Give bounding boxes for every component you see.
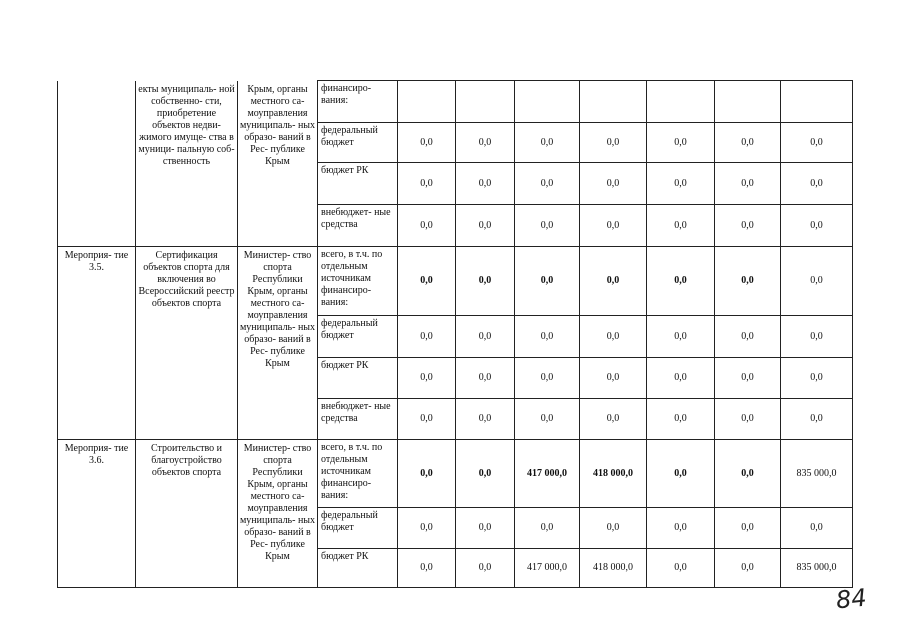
page-number: 84 — [834, 583, 868, 615]
value-cell — [515, 81, 580, 123]
value-cell: 0,0 — [515, 508, 580, 549]
value-cell: 835 000,0 — [781, 440, 853, 508]
value-cell: 0,0 — [647, 205, 715, 247]
value-cell: 0,0 — [456, 316, 515, 358]
value-cell: 0,0 — [580, 316, 647, 358]
value-cell: 0,0 — [398, 123, 456, 163]
funding-source-cell: всего, в т.ч. по отдельным источникам финансиро- вания: — [318, 247, 398, 316]
value-cell: 0,0 — [715, 358, 781, 399]
funding-source-cell: бюджет РК — [318, 358, 398, 399]
value-cell: 0,0 — [580, 508, 647, 549]
event-title-cell: Строительство и благоустройство объектов спорта — [136, 440, 238, 588]
value-cell: 0,0 — [398, 399, 456, 440]
value-cell: 0,0 — [398, 358, 456, 399]
executor-cell: Крым, органы местного са- моуправления муниципаль- ных образо- ваний в Рес- публике Крым — [238, 81, 318, 247]
value-cell: 0,0 — [515, 123, 580, 163]
value-cell: 0,0 — [647, 399, 715, 440]
value-cell: 0,0 — [398, 316, 456, 358]
event-title-cell: екты муниципаль- ной собственно- сти, приобретение объектов недви- жимого имуще- ства в муници- пальную соб- ственность — [136, 81, 238, 247]
value-cell: 0,0 — [715, 549, 781, 588]
funding-source-cell: бюджет РК — [318, 163, 398, 205]
value-cell: 0,0 — [715, 399, 781, 440]
value-cell: 418 000,0 — [580, 549, 647, 588]
value-cell: 0,0 — [580, 205, 647, 247]
value-cell — [647, 81, 715, 123]
table-row — [58, 440, 853, 508]
value-cell: 0,0 — [715, 316, 781, 358]
value-cell: 0,0 — [647, 440, 715, 508]
value-cell: 0,0 — [647, 247, 715, 316]
value-cell: 0,0 — [580, 399, 647, 440]
value-cell: 0,0 — [456, 508, 515, 549]
value-cell: 0,0 — [781, 123, 853, 163]
value-cell: 0,0 — [515, 247, 580, 316]
funding-source-cell: внебюджет- ные средства — [318, 399, 398, 440]
value-cell — [781, 81, 853, 123]
table-row — [58, 247, 853, 316]
funding-source-cell: внебюджет- ные средства — [318, 205, 398, 247]
funding-source-cell: бюджет РК — [318, 549, 398, 588]
value-cell: 0,0 — [781, 399, 853, 440]
event-title-cell: Сертификация объектов спорта для включения во Всероссийский реестр объектов спорта — [136, 247, 238, 440]
value-cell: 0,0 — [781, 508, 853, 549]
event-number-cell — [58, 81, 136, 247]
value-cell: 0,0 — [398, 205, 456, 247]
value-cell: 418 000,0 — [580, 440, 647, 508]
value-cell: 0,0 — [715, 247, 781, 316]
budget-table — [57, 80, 853, 588]
value-cell — [456, 81, 515, 123]
executor-cell: Министер- ство спорта Республики Крым, органы местного са- моуправления муниципаль- ных образо- ваний в Рес- публике Крым — [238, 440, 318, 588]
value-cell: 0,0 — [398, 549, 456, 588]
value-cell — [715, 81, 781, 123]
value-cell: 0,0 — [781, 163, 853, 205]
value-cell: 417 000,0 — [515, 440, 580, 508]
value-cell: 0,0 — [781, 205, 853, 247]
value-cell: 0,0 — [647, 508, 715, 549]
value-cell: 0,0 — [456, 358, 515, 399]
value-cell: 0,0 — [456, 205, 515, 247]
executor-cell: Министер- ство спорта Республики Крым, органы местного са- моуправления муниципаль- ных образо- ваний в Рес- публике Крым — [238, 247, 318, 440]
value-cell: 0,0 — [456, 549, 515, 588]
value-cell: 0,0 — [456, 163, 515, 205]
value-cell: 0,0 — [515, 205, 580, 247]
value-cell: 0,0 — [715, 163, 781, 205]
value-cell: 0,0 — [398, 508, 456, 549]
value-cell: 0,0 — [515, 358, 580, 399]
value-cell: 0,0 — [715, 508, 781, 549]
value-cell: 0,0 — [715, 123, 781, 163]
value-cell: 0,0 — [398, 163, 456, 205]
funding-source-cell: федеральный бюджет — [318, 508, 398, 549]
funding-source-cell: финансиро- вания: — [318, 81, 398, 123]
value-cell: 0,0 — [647, 358, 715, 399]
value-cell: 0,0 — [781, 247, 853, 316]
table-row — [58, 81, 853, 123]
value-cell: 0,0 — [398, 247, 456, 316]
funding-source-cell: всего, в т.ч. по отдельным источникам финансиро- вания: — [318, 440, 398, 508]
value-cell: 0,0 — [781, 358, 853, 399]
value-cell: 835 000,0 — [781, 549, 853, 588]
value-cell: 0,0 — [580, 123, 647, 163]
value-cell: 0,0 — [580, 247, 647, 316]
value-cell: 417 000,0 — [515, 549, 580, 588]
value-cell: 0,0 — [647, 316, 715, 358]
value-cell: 0,0 — [647, 123, 715, 163]
value-cell: 0,0 — [456, 247, 515, 316]
value-cell: 0,0 — [580, 358, 647, 399]
event-number-cell: Мероприя- тие 3.5. — [58, 247, 136, 440]
value-cell: 0,0 — [715, 205, 781, 247]
value-cell: 0,0 — [781, 316, 853, 358]
value-cell: 0,0 — [715, 440, 781, 508]
value-cell: 0,0 — [398, 440, 456, 508]
value-cell: 0,0 — [647, 163, 715, 205]
value-cell: 0,0 — [456, 123, 515, 163]
value-cell: 0,0 — [456, 440, 515, 508]
funding-source-cell: федеральный бюджет — [318, 316, 398, 358]
funding-source-cell: федеральный бюджет — [318, 123, 398, 163]
value-cell: 0,0 — [515, 163, 580, 205]
value-cell: 0,0 — [647, 549, 715, 588]
event-number-cell: Мероприя- тие 3.6. — [58, 440, 136, 588]
value-cell — [580, 81, 647, 123]
value-cell: 0,0 — [515, 399, 580, 440]
value-cell: 0,0 — [515, 316, 580, 358]
value-cell: 0,0 — [456, 399, 515, 440]
value-cell — [398, 81, 456, 123]
value-cell: 0,0 — [580, 163, 647, 205]
